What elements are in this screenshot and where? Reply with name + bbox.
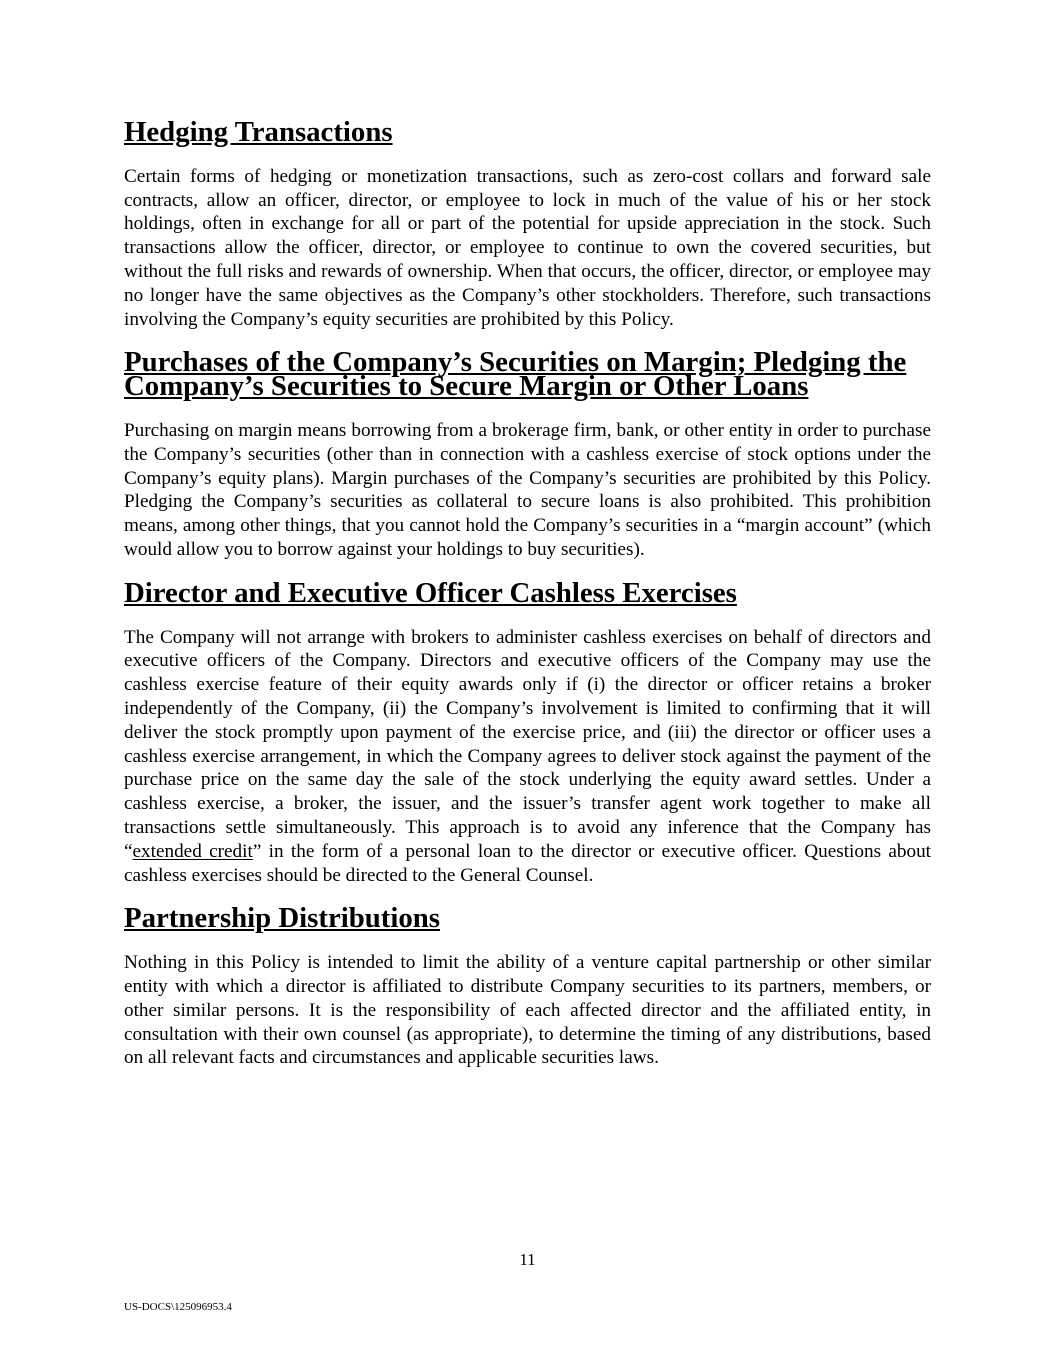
paragraph-hedging-transactions: Certain forms of hedging or monetization transactions, such as zero-cost collars and forward sale contracts, allow an officer, director, or employee to lock in much of the value of his or her stock holdings, often in exchange for all or part of the potential for upside appreciation in the stock. Such transactions allow the officer, director, or employee to continue to own the covered securities, but without the full risks and rewards of ownership. When that occurs, the officer, director, or employee may no longer have the same objectives as the Company’s other stockholders. Therefore, such transactions involving the Company’s equity securities are prohibited by this Policy.	[124, 165, 931, 330]
paragraph-cashless-exercises-part-2: ” in the form of a personal loan to the director or executive officer. Questions about cashless exercises should be directed to the General Counsel.	[124, 840, 931, 886]
paragraph-margin-and-pledging: Purchasing on margin means borrowing from a brokerage firm, bank, or other entity in order to purchase the Company’s securities (other than in connection with a cashless exercise of stock options under the Company’s equity plans). Margin purchases of the Company’s securities are prohibited by this Policy. Pledging the Company’s securities as collateral to secure loans is also prohibited. This prohibition means, among other things, that you cannot hold the Company’s securities in a “margin account” (which would allow you to borrow against your holdings to buy securities).	[124, 419, 931, 560]
paragraph-partnership-distributions: Nothing in this Policy is intended to limit the ability of a venture capital partnership or other similar entity with which a director is affiliated to distribute Company securities to its partners, members, or other similar persons. It is the responsibility of each affected director and the affiliated entity, in consultation with their own counsel (as appropriate), to determine the timing of any distributions, based on all relevant facts and circumstances and applicable securities laws.	[124, 952, 931, 1069]
paragraph-cashless-exercises	[124, 626, 931, 888]
heading-partnership-distributions: Partnership Distributions	[124, 902, 440, 935]
heading-margin-and-pledging: Purchases of the Company’s Securities on Margin; Pledging the Company’s Securities to Secure Margin or Other Loans	[124, 346, 907, 403]
paragraph-cashless-exercises-part-1: The Company will not arrange with brokers to administer cashless exercises on behalf of directors and executive officers of the Company. Directors and executive officers of the Company may use the cashless exercise feature of their equity awards only if (i) the director or officer retains a broker independently of the Company, (ii) the Company’s involvement is limited to confirming that it will deliver the stock promptly upon payment of the exercise price, and (iii) the director or officer uses a cashless exercise arrangement, in which the Company agrees to deliver stock against the payment of the purchase price on the same day the sale of the stock underlying the equity award settles. Under a cashless exercise, a broker, the issuer, and the issuer’s transfer agent work together to make all transactions settle simultaneously. This approach is to avoid any inference that the Company has “	[124, 626, 931, 862]
document-body	[124, 116, 931, 1090]
document-id: US-DOCS\125096953.4	[124, 1301, 232, 1313]
extended-credit-underlined: extended credit	[132, 840, 253, 862]
heading-cashless-exercises: Director and Executive Officer Cashless Exercises	[124, 576, 737, 609]
page-number: 11	[519, 1250, 536, 1269]
heading-hedging-transactions: Hedging Transactions	[124, 116, 393, 148]
